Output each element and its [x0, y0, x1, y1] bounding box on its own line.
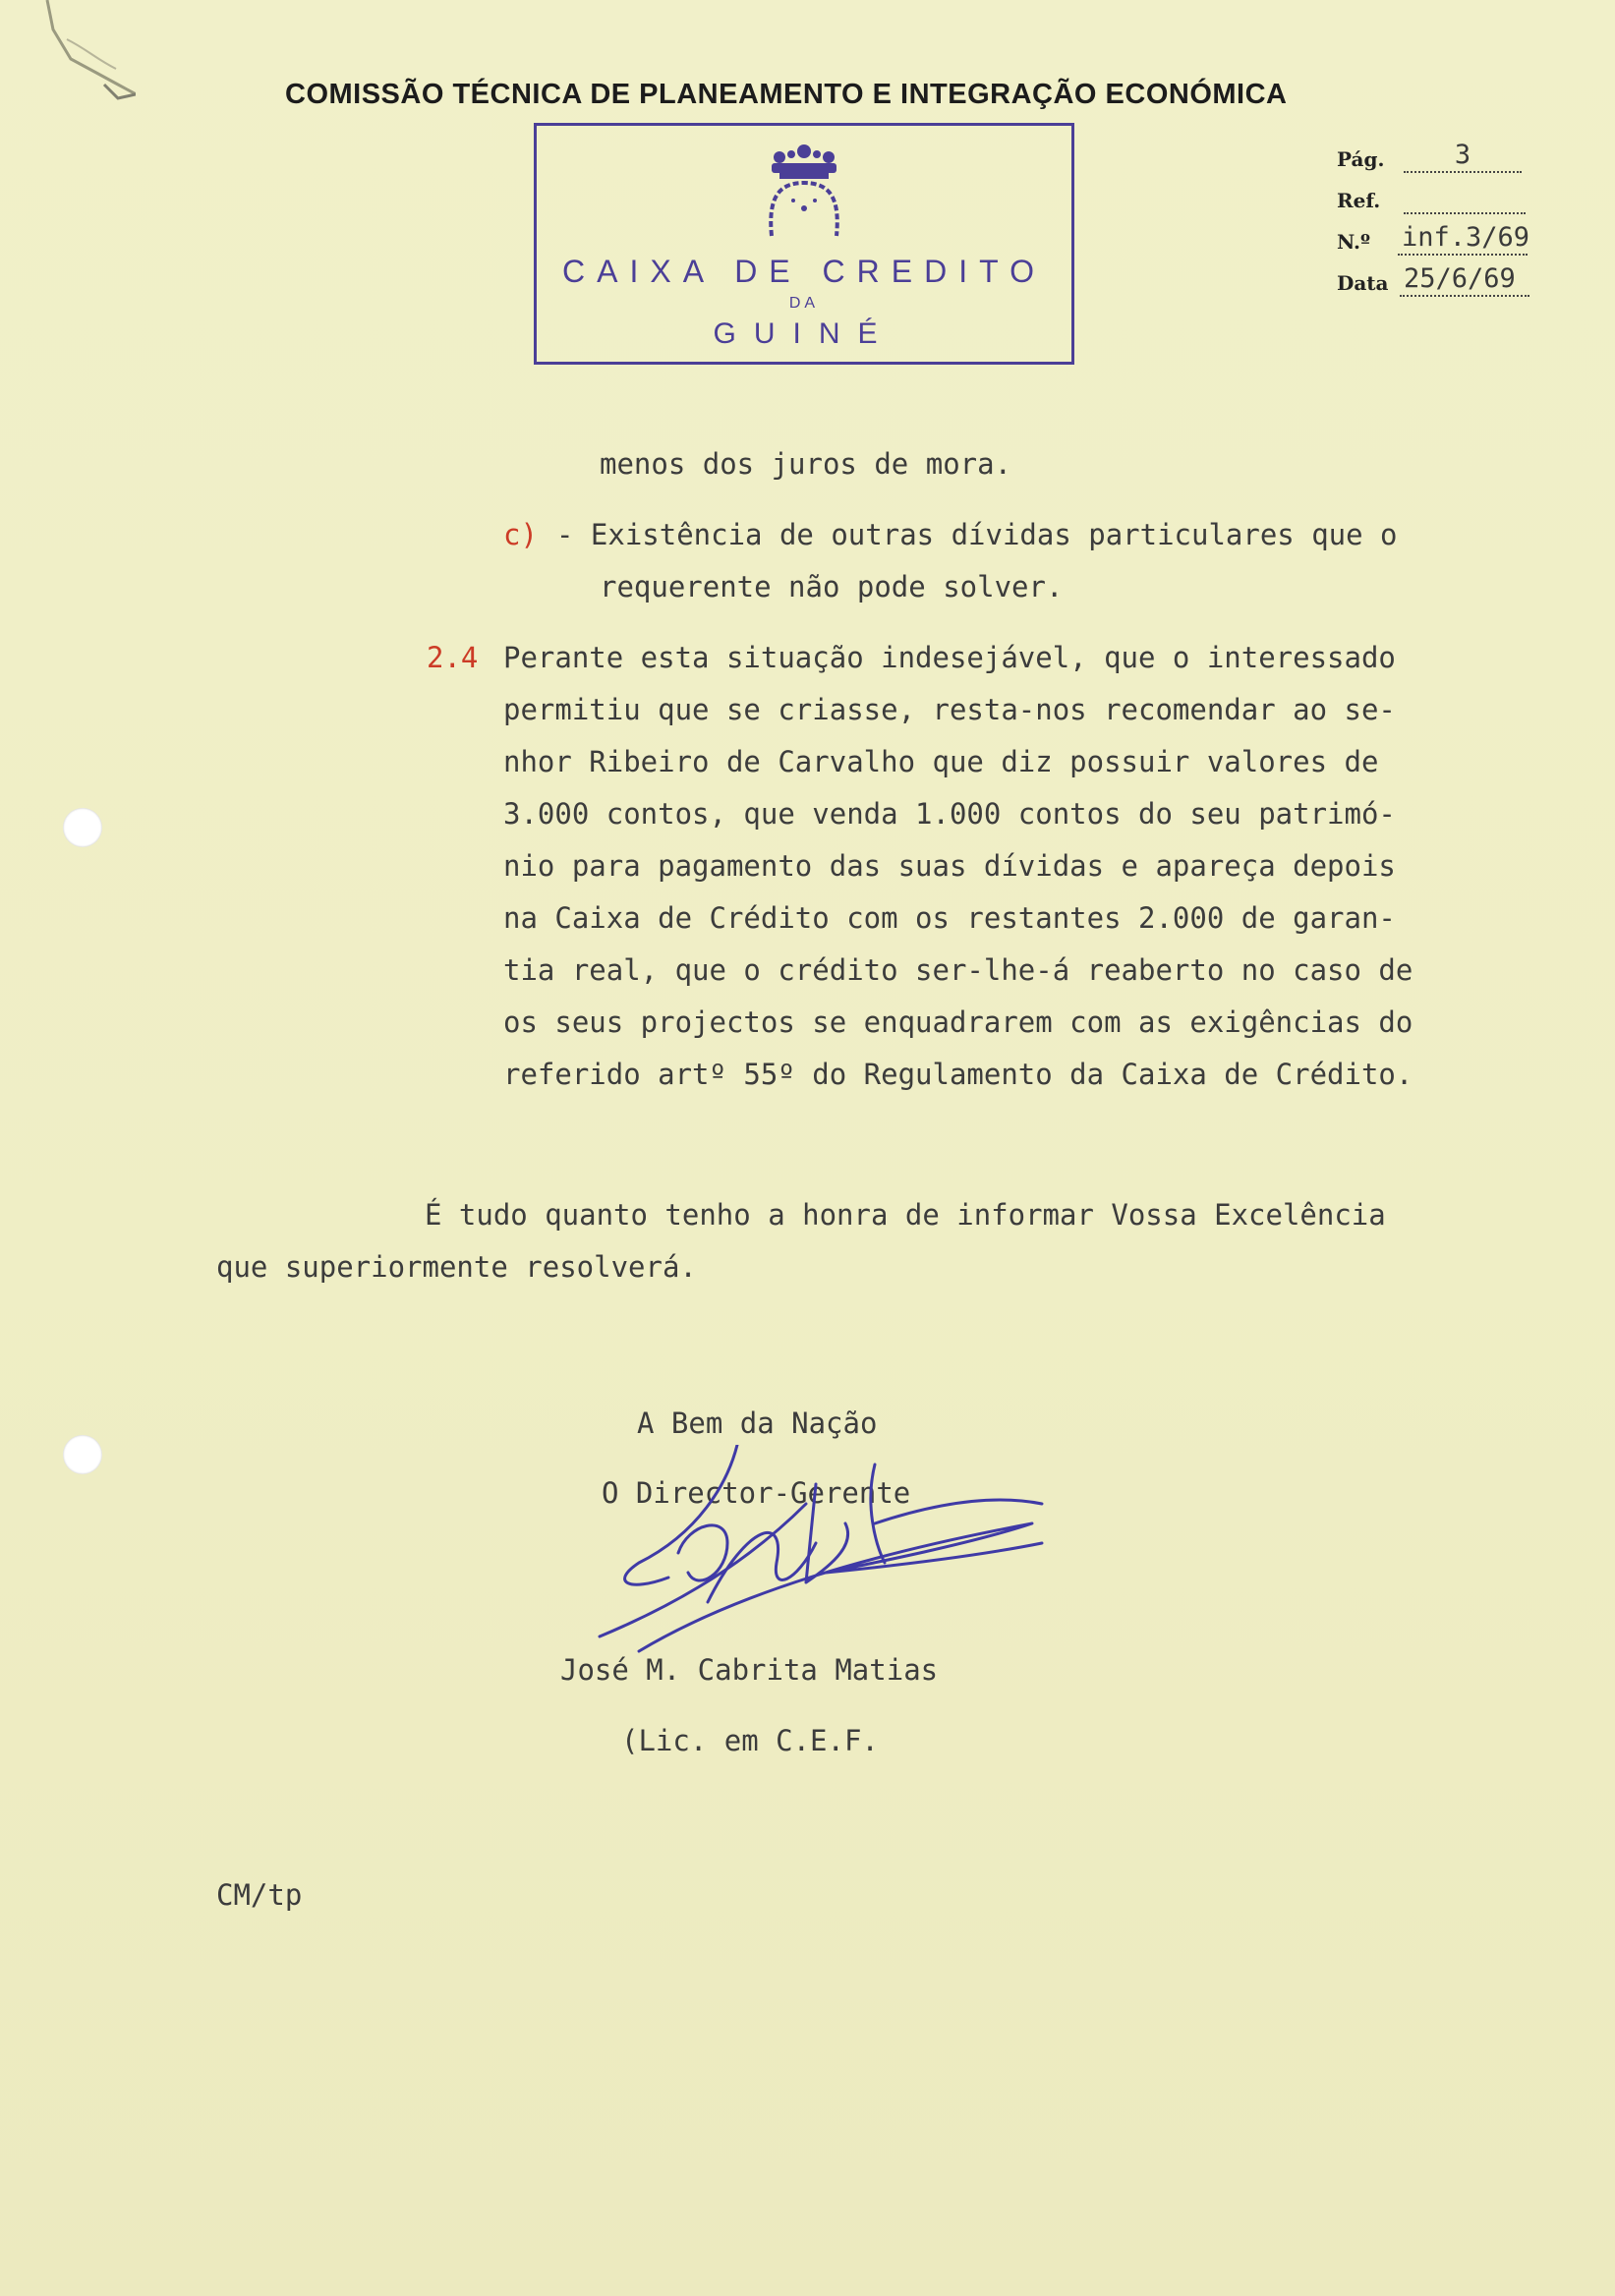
body-line: os seus projectos se enquadrarem com as exigências do — [503, 1005, 1413, 1039]
stamp-line-3: GUINÉ — [713, 317, 895, 350]
institution-stamp — [534, 123, 1074, 365]
number-row — [1337, 218, 1592, 259]
closing-line: que superiormente resolverá. — [216, 1250, 697, 1284]
page-number-value: 3 — [1404, 140, 1522, 173]
reference-label: Ref. — [1337, 189, 1381, 212]
number-value: inf.3/69 — [1398, 222, 1528, 256]
section-marker-2-4: 2.4 — [427, 641, 479, 674]
stamp-line-2: DA — [788, 295, 820, 312]
body-line: permitiu que se criasse, resta-nos recomendar ao se- — [503, 693, 1396, 726]
date-row — [1337, 259, 1592, 301]
body-line: nio para pagamento das suas dívidas e apareça depois — [503, 849, 1396, 883]
body-line: menos dos juros de mora. — [600, 447, 1012, 481]
body-line: nhor Ribeiro de Carvalho que diz possuir valores de — [503, 745, 1379, 778]
date-label: Data — [1337, 271, 1389, 295]
number-label: N.º — [1337, 230, 1370, 254]
body-line: referido artº 55º do Regulamento da Caixa de Crédito. — [503, 1058, 1413, 1091]
punch-hole — [63, 1435, 102, 1474]
signoff-motto: A Bem da Nação — [637, 1406, 878, 1440]
item-marker-c: c) — [503, 518, 538, 551]
page-number-row — [1337, 136, 1592, 177]
page-number-label: Pág. — [1337, 147, 1385, 171]
typist-initials: CM/tp — [216, 1878, 303, 1912]
letterhead-title: COMISSÃO TÉCNICA DE PLANEAMENTO E INTEGRAÇÃO ECONÓMICA — [285, 79, 1288, 110]
crown-arch-emblem-icon — [750, 138, 858, 256]
closing-line: É tudo quanto tenho a honra de informar Vossa Excelência — [425, 1198, 1386, 1232]
reference-value — [1404, 212, 1526, 214]
stamp-line-1: CAIXA DE CREDITO — [562, 254, 1046, 289]
handwritten-signature — [580, 1445, 1052, 1681]
torn-corner-mark — [28, 0, 136, 108]
signatory-name: José M. Cabrita Matias — [560, 1653, 939, 1687]
punch-hole — [63, 808, 102, 847]
signatory-credentials: (Lic. em C.E.F. — [621, 1724, 879, 1757]
reference-row — [1337, 177, 1592, 218]
signoff-title: O Director-Gerente — [602, 1476, 911, 1510]
body-line: - Existência de outras dívidas particulares que o — [556, 518, 1398, 551]
body-line: Perante esta situação indesejável, que o interessado — [503, 641, 1396, 674]
body-line: tia real, que o crédito ser-lhe-á reaberto no caso de — [503, 953, 1413, 987]
date-value: 25/6/69 — [1400, 263, 1529, 297]
body-line: requerente não pode solver. — [600, 570, 1064, 603]
body-line: na Caixa de Crédito com os restantes 2.000 de garan- — [503, 901, 1396, 935]
reference-block — [1337, 136, 1592, 301]
body-line: 3.000 contos, que venda 1.000 contos do seu patrimó- — [503, 797, 1396, 831]
